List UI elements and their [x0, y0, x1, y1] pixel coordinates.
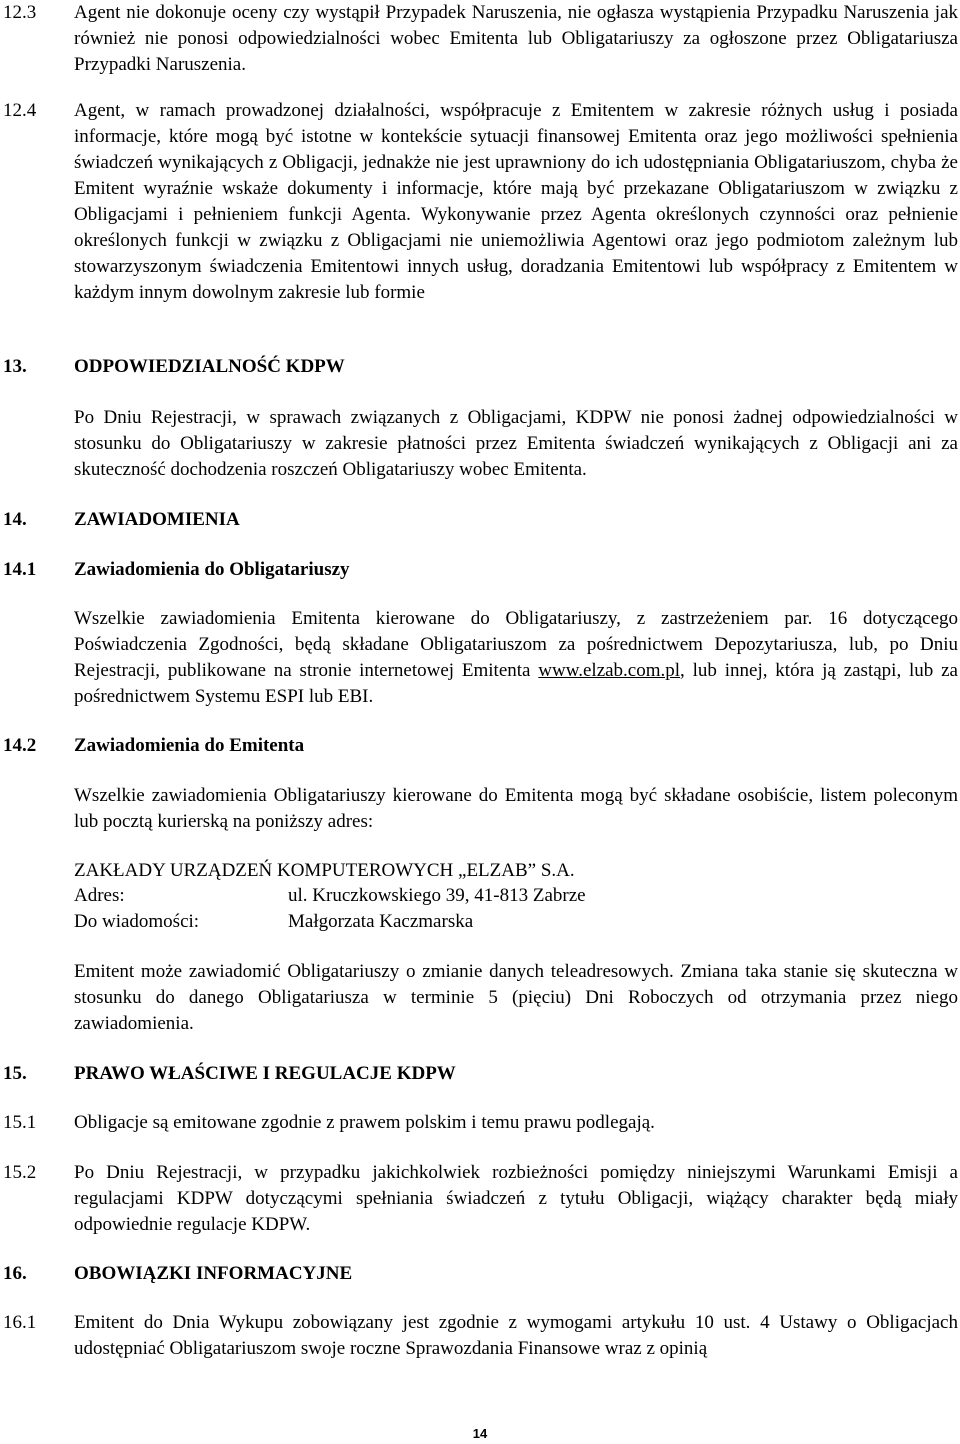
- paragraph-number: 12.3: [3, 2, 37, 23]
- paragraph-number: 16.1: [3, 1312, 37, 1333]
- section-title: OBOWIĄZKI INFORMACYJNE: [74, 1263, 353, 1284]
- paragraph-text: Po Dniu Rejestracji, w przypadku jakichkolwiek rozbieżności pomiędzy niniejszymi Warunkami Emisji a regulacjami KDPW dotyczącymi spełniania świadczeń z tytułu Obligacji, wiążący charakter będą miały odpowiednie regulacje KDPW.: [74, 1162, 958, 1235]
- paragraph-number: 15.1: [3, 1112, 37, 1133]
- paragraph-text: Agent nie dokonuje oceny czy wystąpił Przypadek Naruszenia, nie ogłasza wystąpienia Przypadku Naruszenia jak również nie ponosi odpowiedzialności wobec Emitenta lub Obligatariuszy za ogłoszone przez Obligatariusza Przypadki Naruszenia.: [74, 2, 958, 75]
- attention-label: Do wiadomości:: [74, 911, 200, 932]
- paragraph-text: Agent, w ramach prowadzonej działalności, współpracuje z Emitentem w zakresie różnych usług i posiada informacje, które mogą być istotne w kontekście sytuacji finansowej Emitenta oraz jego możliwości spełnienia świadczeń wynikających z Obligacji, jednakże nie jest uprawniony do ich udostępniania Obligatariuszom, chyba że Emitent wyraźnie wskaże dokumenty i informacje, które mają być przekazane Obligatariuszom w związku z Obligacjami i pełnieniem funkcji Agenta. Wykonywanie przez Agenta określonych czynności oraz pełnienie określonych funkcji w związku z Obligacjami nie uniemożliwia Agentowi oraz jego podmiotom zależnym lub stowarzyszonym świadczenia Emitentowi innych usług, doradzania Emitentowi lub współpracy z Emitentem w każdym innym dowolnym zakresie lub formie: [74, 100, 958, 303]
- paragraph-text: Emitent do Dnia Wykupu zobowiązany jest zgodnie z wymogami artykułu 10 ust. 4 Ustawy o Obligacjach udostępniać Obligatariuszom swoje roczne Sprawozdania Finansowe wraz z opinią: [74, 1312, 958, 1359]
- company-name: ZAKŁADY URZĄDZEŃ KOMPUTEROWYCH „ELZAB” S.A.: [74, 860, 575, 881]
- paragraph-text: Po Dniu Rejestracji, w sprawach związanych z Obligacjami, KDPW nie ponosi żadnej odpowiedzialności w stosunku do Obligatariuszy w zakresie płatności przez Emitenta świadczeń wynikających z Obligacji ani za skuteczność dochodzenia roszczeń Obligatariuszy wobec Emitenta.: [74, 407, 958, 480]
- address-value: ul. Kruczkowskiego 39, 41-813 Zabrze: [288, 885, 586, 906]
- section-title: PRAWO WŁAŚCIWE I REGULACJE KDPW: [74, 1063, 456, 1084]
- page-number: 14: [472, 1426, 488, 1441]
- section-number: 14.: [3, 509, 27, 530]
- section-title: Zawiadomienia do Emitenta: [74, 735, 305, 756]
- section-title: ODPOWIEDZIALNOŚĆ KDPW: [74, 356, 345, 377]
- paragraph-number: 15.2: [3, 1162, 37, 1183]
- paragraph-number: 12.4: [3, 100, 37, 121]
- section-number: 13.: [3, 356, 27, 377]
- section-number: 15.: [3, 1063, 27, 1084]
- section-title: Zawiadomienia do Obligatariuszy: [74, 559, 350, 580]
- paragraph-text: Wszelkie zawiadomienia Obligatariuszy kierowane do Emitenta mogą być składane osobiście, listem poleconym lub pocztą kurierską na poniższy adres:: [74, 785, 958, 832]
- section-number: 16.: [3, 1263, 27, 1284]
- section-title: ZAWIADOMIENIA: [74, 509, 240, 530]
- text-before-link: Wszelkie zawiadomienia Emitenta kierowane do Obligatariuszy, z zastrzeżeniem par. 16 dotyczącego Poświadczenia Zgodności, będą składane Obligatariuszom za pośrednictwem Depozytariusza, lub, po Dniu Rejestracji, publikowane na stronie internetowej Emitenta: [74, 608, 958, 681]
- paragraph-text: Emitent może zawiadomić Obligatariuszy o zmianie danych teleadresowych. Zmiana taka stanie się skuteczna w stosunku do danego Obligatariusza w terminie 5 (pięciu) Dni Roboczych od otrzymania przez niego zawiadomienia.: [74, 961, 958, 1034]
- attention-value: Małgorzata Kaczmarska: [288, 911, 474, 932]
- section-number: 14.1: [3, 559, 37, 580]
- section-number: 14.2: [3, 735, 37, 756]
- address-label: Adres:: [74, 885, 125, 906]
- paragraph-text: Obligacje są emitowane zgodnie z prawem polskim i temu prawu podlegają.: [74, 1112, 655, 1133]
- website-link[interactable]: www.elzab.com.pl: [538, 660, 681, 681]
- paragraph-text: [74, 606, 958, 710]
- text-after-link: , lub innej, która ją zastąpi, lub za pośrednictwem Systemu ESPI lub EBI.: [74, 660, 958, 707]
